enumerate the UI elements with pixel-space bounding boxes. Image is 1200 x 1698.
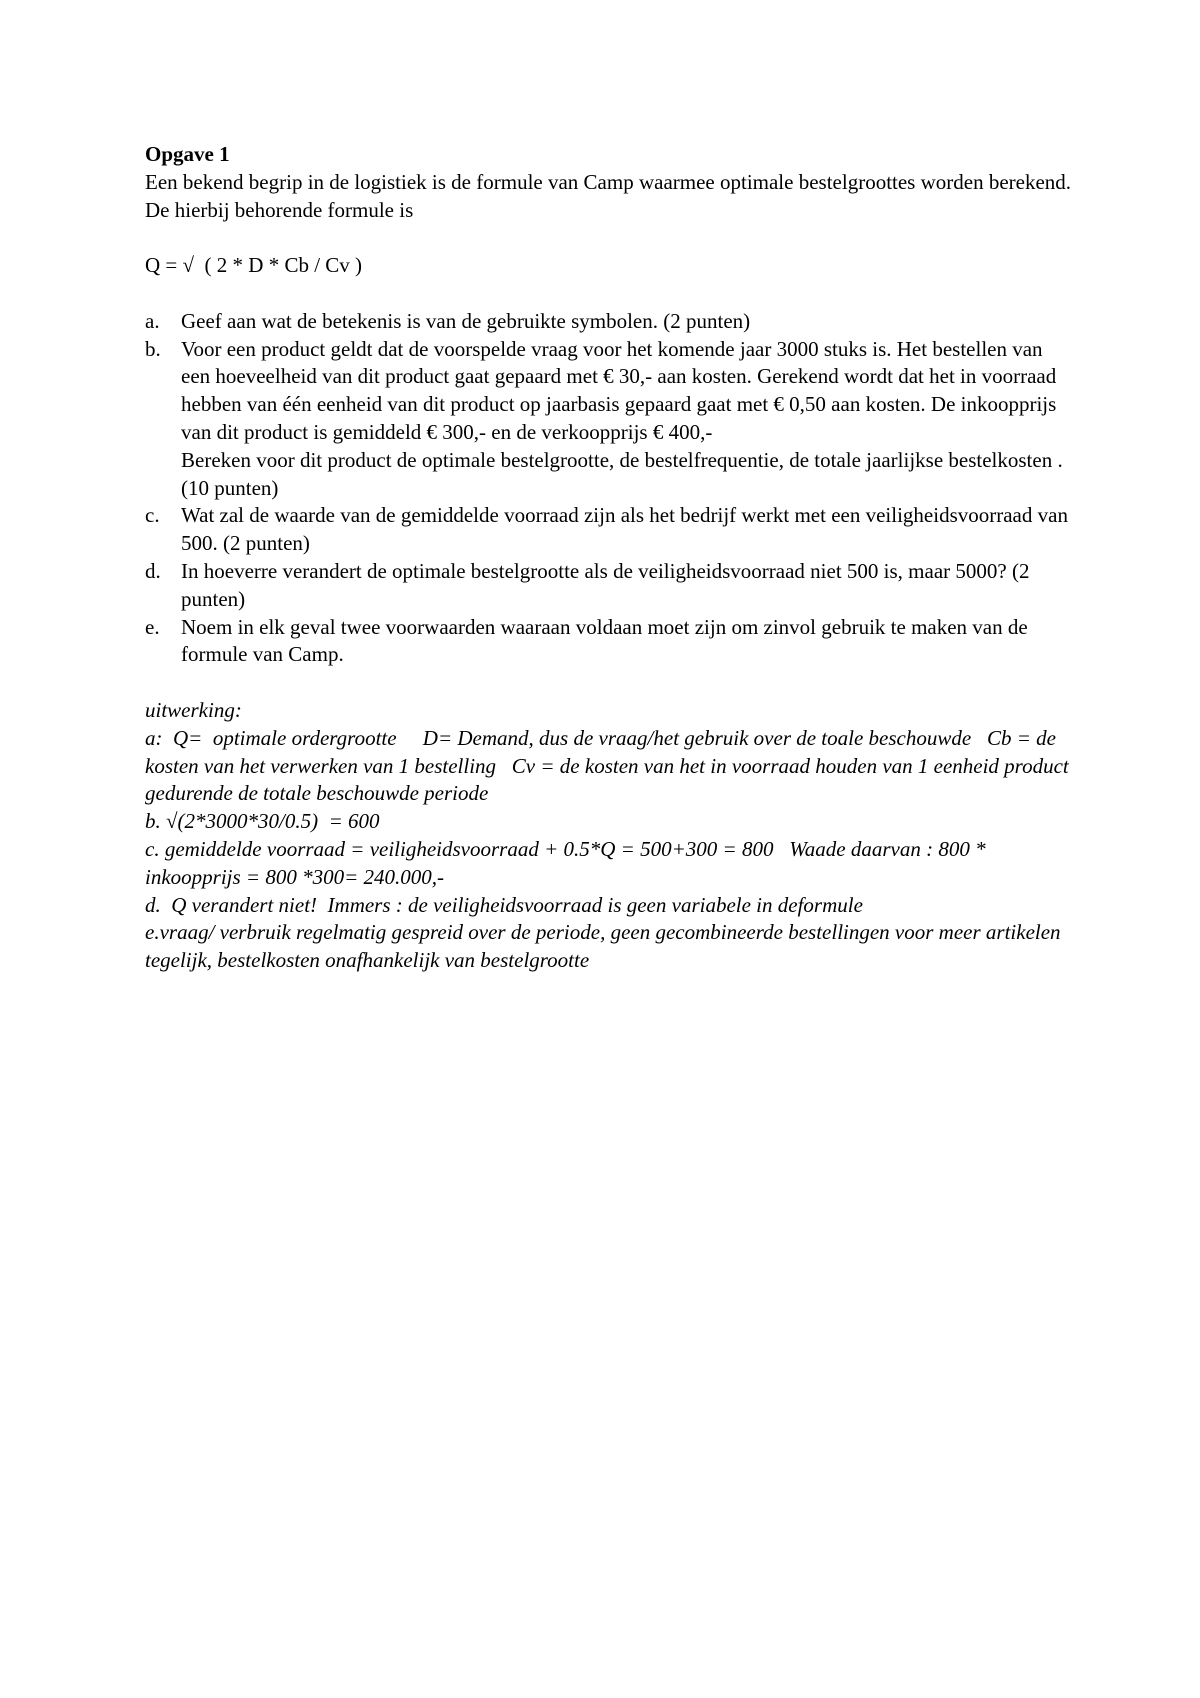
exercise-title: Opgave 1: [145, 142, 230, 166]
question-b: [145, 336, 1075, 503]
camp-formula: Q = √ ( 2 * D * Cb / Cv ): [145, 253, 363, 278]
answer-b: b. √(2*3000*30/0.5) = 600: [145, 809, 380, 834]
question-text: [181, 502, 1075, 558]
question-line: Voor een product geldt dat de voorspelde vraag voor het komende jaar 3000 stuks is. Het bestellen van een hoeveelheid van dit product gaat gepaard met € 30,- aan kosten. Gerekend wordt dat het in voorraad hebben van één eenheid van dit product op jaarbasis gepaard gaat met € 0,50 aan kosten. De inkoopprijs van dit product is gemiddeld € 300,- en de verkoopprijs € 400,-: [181, 336, 1057, 444]
exercise-content: [145, 141, 1075, 975]
question-letter: b.: [145, 336, 161, 361]
question-line: Wat zal de waarde van de gemiddelde voorraad zijn als het bedrijf werkt met een veiligheidsvoorraad van 500. (2 punten): [181, 503, 1068, 556]
question-list: [145, 308, 1075, 669]
question-text: [181, 336, 1075, 503]
answer-e: e.vraag/ verbruik regelmatig gespreid over de periode, geen gecombineerde bestellingen voor meer artikelen tegelijk, bestelkosten onafhankelijk van bestelgrootte: [145, 920, 1066, 973]
answer-d: d. Q verandert niet! Immers : de veiligheidsvoorraad is geen variabele in deformule: [145, 892, 863, 917]
question-d: [145, 558, 1075, 614]
question-letter: d.: [145, 558, 161, 583]
question-text: [181, 558, 1075, 614]
question-line: Geef aan wat de betekenis is van de gebruikte symbolen. (2 punten): [181, 308, 751, 333]
answer-c: c. gemiddelde voorraad = veiligheidsvoorraad + 0.5*Q = 500+300 = 800 Waade daarvan : 800 * inkoopprijs = 800 *300= 240.000,-: [145, 836, 991, 889]
answers-heading: uitwerking:: [145, 697, 242, 722]
question-text: [181, 308, 1075, 336]
question-line: In hoeverre verandert de optimale bestelgrootte als de veiligheidsvoorraad niet 500 is, maar 5000? (2 punten): [181, 558, 1030, 611]
question-line: Bereken voor dit product de optimale bestelgrootte, de bestelfrequentie, de totale jaarlijkse bestelkosten . (10 punten): [181, 447, 1063, 500]
question-a: [145, 308, 1075, 336]
question-c: [145, 502, 1075, 558]
question-letter: a.: [145, 308, 160, 333]
question-letter: e.: [145, 614, 160, 639]
question-e: [145, 614, 1075, 670]
answer-a: a: Q= optimale ordergrootte D= Demand, dus de vraag/het gebruik over de toale beschouwde Cb = de kosten van het verwerken van 1 bestelling Cv = de kosten van het in voorraad houden van 1 eenheid product gedurende de totale beschouwde periode: [145, 725, 1074, 806]
question-letter: c.: [145, 503, 160, 528]
question-line: Noem in elk geval twee voorwaarden waaraan voldaan moet zijn om zinvol gebruik te maken van de formule van Camp.: [181, 614, 1028, 667]
question-text: [181, 614, 1075, 670]
exercise-intro: Een bekend begrip in de logistiek is de formule van Camp waarmee optimale bestelgroottes worden berekend. De hierbij behorende formule is: [145, 169, 1072, 222]
answers-section: [145, 697, 1075, 975]
